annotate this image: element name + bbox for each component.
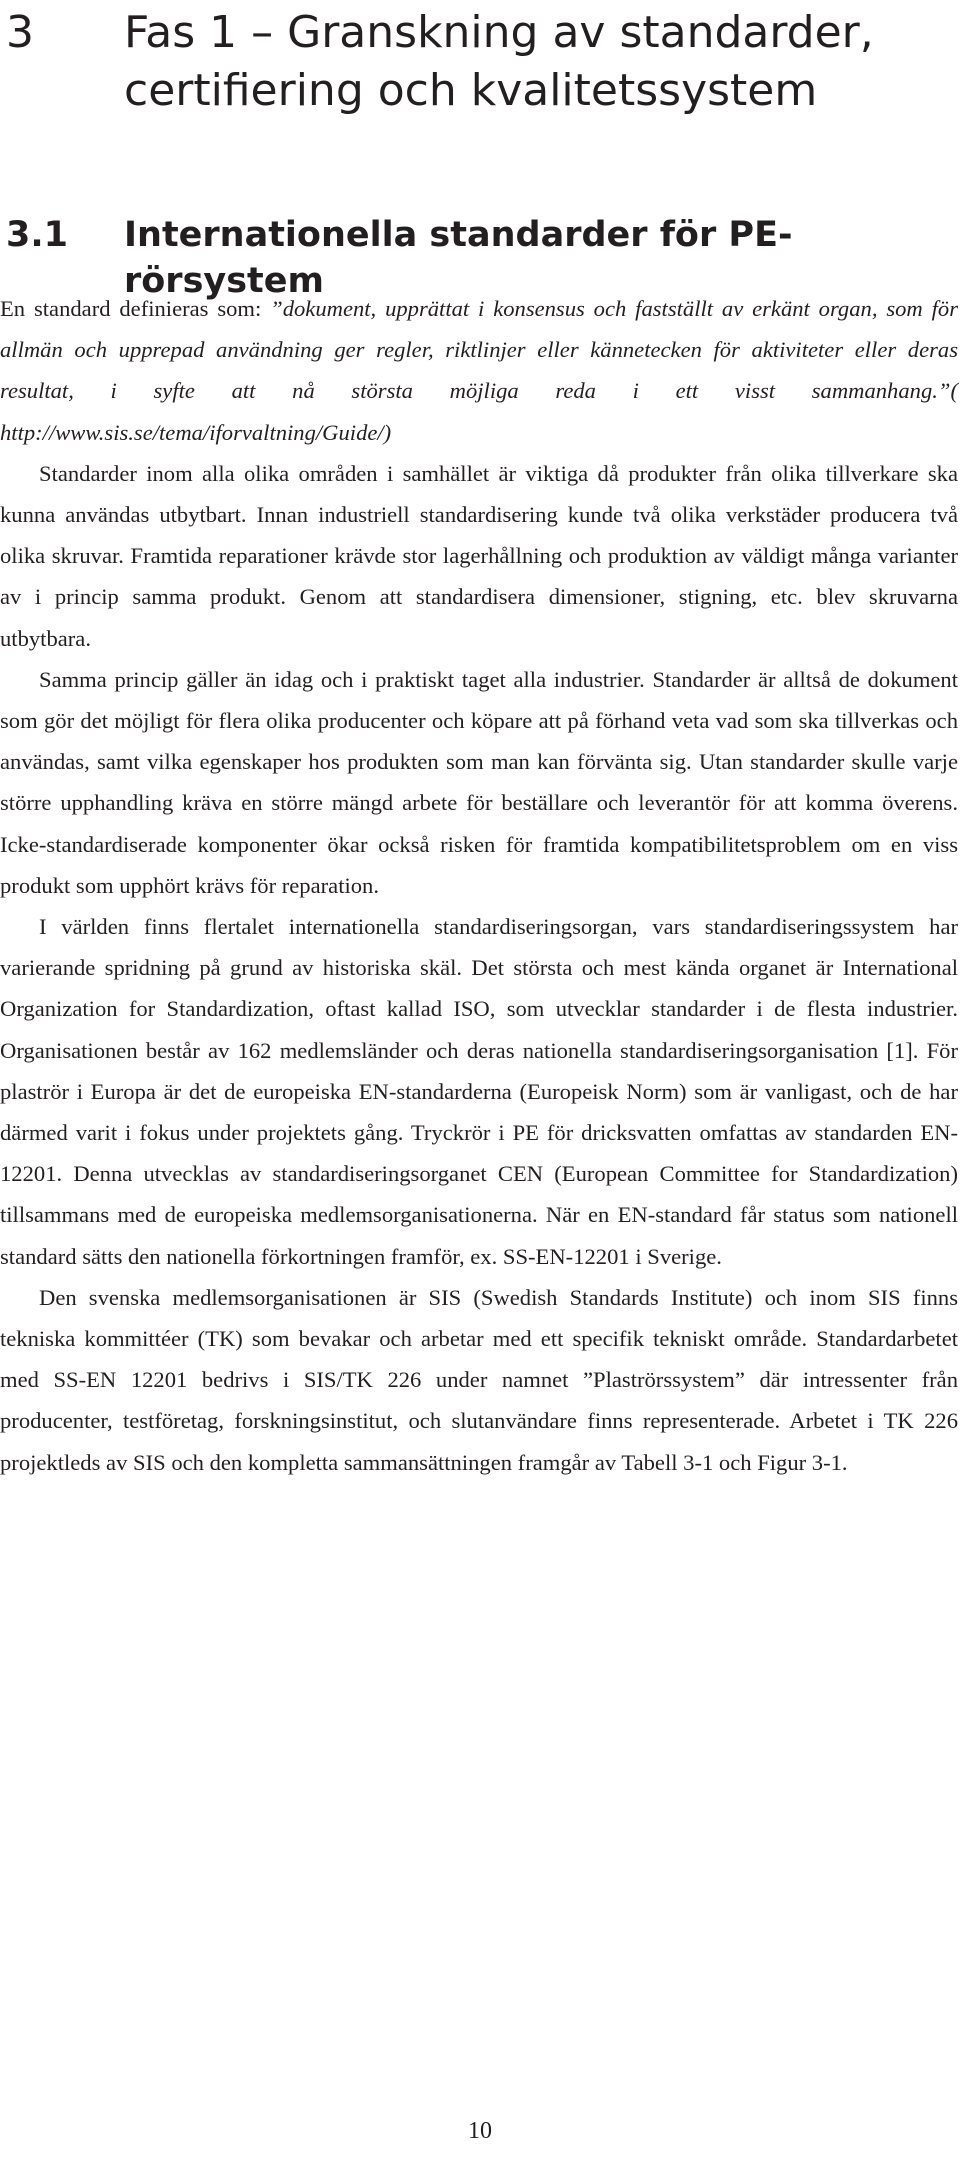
chapter-title-line-1: Fas 1 – Granskning av standarder, xyxy=(124,7,874,58)
section-number: 3.1 xyxy=(6,215,69,255)
paragraph-3: Samma princip gäller än idag och i praktiskt taget alla industrier. Standarder är alltså de dokument som gör det möjligt för flera olika producenter och köpare att på förhand veta vad som ska tillverkas och användas, samt vilka egenskaper hos produkten som man kan förvänta sig. Utan standarder skulle varje större upphandling kräva en större mängd arbete för beställare och leverantör för att komma överens. Icke-standardiserade komponenter ökar också risken för framtida kompatibilitetsproblem om en viss produkt som upphört krävs för reparation. xyxy=(0,666,958,898)
definition-lead: En standard definieras som: xyxy=(0,296,271,321)
paragraph-definition xyxy=(0,288,958,453)
paragraph-2: Standarder inom alla olika områden i samhället är viktiga då produkter från olika tillverkare ska kunna användas utbytbart. Innan industriell standardisering kunde två olika verkstäder producera två olika skruvar. Framtida reparationer krävde stor lagerhållning och produktion av väldigt många varianter av i princip samma produkt. Genom att standardisera dimensioner, stigning, etc. blev skruvarna utbytbara. xyxy=(0,460,958,651)
chapter-number: 3 xyxy=(6,7,34,58)
definition-quote: ”dokument, upprättat i konsensus och fastställt av erkänt organ, som för allmän och upprepad användning ger regler, riktlinjer eller kännetecken för aktiviteter eller deras resultat, i syfte att nå största möjliga reda i ett visst sammanhang.”( http://www.sis.se/tema/iforvaltning/Guide/) xyxy=(0,296,958,445)
section-title: Internationella standarder för PE-rörsystem xyxy=(124,215,793,301)
body-text xyxy=(0,288,958,1483)
page-number: 10 xyxy=(468,2118,492,2144)
paragraph-4: I världen finns flertalet internationella standardiseringsorgan, vars standardiseringssystem har varierande spridning på grund av historiska skäl. Det största och mest kända organet är International Organization for Standardization, oftast kallad ISO, som utvecklar standarder i de flesta industrier. Organisationen består av 162 medlemsländer och deras nationella standardiseringsorganisation [1]. För plaströr i Europa är det de europeiska EN-standarderna (Europeisk Norm) som är vanligast, och de har därmed varit i fokus under projektets gång. Tryckrör i PE för dricksvatten omfattas av standarden EN-12201. Denna utvecklas av standardiseringsorganet CEN (European Committee for Standardization) tillsammans med de europeiska medlemsorganisationerna. När en EN-standard får status som nationell standard sätts den nationella förkortningen framför, ex. SS-EN-12201 i Sverige. xyxy=(0,914,958,1269)
paragraph-5: Den svenska medlemsorganisationen är SIS (Swedish Standards Institute) och inom SIS finns tekniska kommittéer (TK) som bevakar och arbetar med ett specifik tekniskt område. Standardarbetet med SS-EN 12201 bedrivs i SIS/TK 226 under namnet ”Plaströrssystem” där intressenter från producenter, testföretag, forskningsinstitut, och slutanvändare finns representerade. Arbetet i TK 226 projektleds av SIS och den kompletta sammansättningen framgår av Tabell 3-1 och Figur 3-1. xyxy=(0,1284,958,1475)
chapter-title-line-2: certifiering och kvalitetssystem xyxy=(124,65,818,116)
chapter-heading xyxy=(6,4,956,120)
